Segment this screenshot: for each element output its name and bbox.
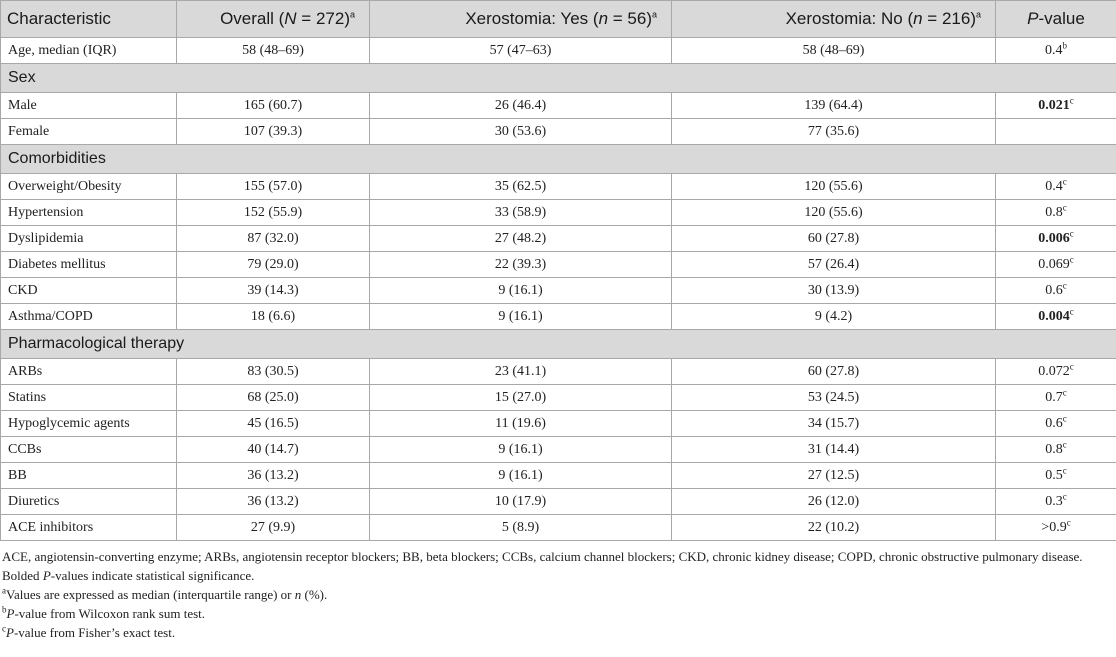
cell-overall: 36 (13.2) bbox=[177, 489, 370, 515]
p-value-text: 0.4 bbox=[1045, 178, 1063, 194]
footnote-bolded-rest: -values indicate statistical significance. bbox=[50, 568, 255, 583]
cell-p-value bbox=[996, 38, 1116, 64]
p-value-sup: c bbox=[1066, 516, 1071, 527]
table-row bbox=[1, 359, 1116, 385]
footnote-b-p: P bbox=[6, 606, 15, 621]
footnote-a bbox=[2, 585, 1114, 604]
cell-no: 139 (64.4) bbox=[672, 93, 996, 119]
row-label: Female bbox=[1, 119, 177, 145]
p-value-text: >0.9 bbox=[1041, 519, 1067, 535]
cell-p-value bbox=[996, 437, 1116, 463]
cell-overall: 58 (48–69) bbox=[177, 38, 370, 64]
footnote-c-p: P bbox=[6, 625, 14, 640]
cell-yes: 10 (17.9) bbox=[370, 489, 672, 515]
p-value-sup: c bbox=[1069, 360, 1074, 371]
p-value-sup: c bbox=[1062, 279, 1067, 290]
cell-p-value bbox=[996, 489, 1116, 515]
p-value-text: 0.021 bbox=[1038, 97, 1070, 113]
p-value-text: 0.5 bbox=[1045, 467, 1063, 483]
cell-yes: 22 (39.3) bbox=[370, 252, 672, 278]
footnote-a-post: (%). bbox=[301, 587, 328, 602]
cell-yes: 35 (62.5) bbox=[370, 174, 672, 200]
row-label: ACE inhibitors bbox=[1, 515, 177, 541]
row-label: Hypertension bbox=[1, 200, 177, 226]
header-yes-sup: a bbox=[651, 9, 657, 20]
cell-p-value bbox=[996, 385, 1116, 411]
cell-yes: 33 (58.9) bbox=[370, 200, 672, 226]
section-header-row bbox=[1, 145, 1116, 174]
cell-no: 77 (35.6) bbox=[672, 119, 996, 145]
row-label: Age, median (IQR) bbox=[1, 38, 177, 64]
cell-p-value bbox=[996, 226, 1116, 252]
cell-no: 26 (12.0) bbox=[672, 489, 996, 515]
header-p-post: -value bbox=[1038, 9, 1085, 28]
header-no-sup: a bbox=[975, 9, 981, 20]
table-footnotes bbox=[0, 541, 1116, 642]
p-value-text: 0.8 bbox=[1045, 204, 1063, 220]
footnote-abbreviations: ACE, angiotensin-converting enzyme; ARBs, angiotensin receptor blockers; BB, beta blockers; CCBs, calcium channel blockers; CKD, chronic kidney disease; COPD, chronic obstructive pulmonary disease. bbox=[2, 549, 1083, 564]
cell-no: 57 (26.4) bbox=[672, 252, 996, 278]
header-overall-pre: Overall ( bbox=[220, 9, 285, 28]
footnote-a-sup: a bbox=[2, 585, 6, 596]
cell-p-value bbox=[996, 304, 1116, 330]
p-value-sup: c bbox=[1062, 201, 1067, 212]
header-no-post: = 216) bbox=[922, 9, 976, 28]
section-title: Comorbidities bbox=[1, 145, 1116, 174]
header-yes-var: n bbox=[598, 9, 609, 28]
footnote-c-text: -value from Fisher’s exact test. bbox=[13, 625, 176, 640]
table-row bbox=[1, 278, 1116, 304]
table-row bbox=[1, 489, 1116, 515]
cell-yes: 30 (53.6) bbox=[370, 119, 672, 145]
header-p-var: P bbox=[1027, 9, 1039, 28]
table-row bbox=[1, 252, 1116, 278]
cell-overall: 83 (30.5) bbox=[177, 359, 370, 385]
p-value-text: 0.8 bbox=[1045, 441, 1063, 457]
table-row bbox=[1, 304, 1116, 330]
cell-no: 60 (27.8) bbox=[672, 226, 996, 252]
cell-yes: 9 (16.1) bbox=[370, 304, 672, 330]
row-label: Hypoglycemic agents bbox=[1, 411, 177, 437]
cell-p-value bbox=[996, 252, 1116, 278]
cell-overall: 45 (16.5) bbox=[177, 411, 370, 437]
footnote-b-sup: b bbox=[2, 604, 7, 615]
p-value-sup: c bbox=[1062, 412, 1067, 423]
table-row bbox=[1, 437, 1116, 463]
cell-yes: 5 (8.9) bbox=[370, 515, 672, 541]
p-value-sup: c bbox=[1069, 94, 1074, 105]
cell-no: 30 (13.9) bbox=[672, 278, 996, 304]
p-value-text: 0.6 bbox=[1045, 415, 1063, 431]
cell-p-value bbox=[996, 119, 1116, 145]
cell-overall: 155 (57.0) bbox=[177, 174, 370, 200]
table-row bbox=[1, 93, 1116, 119]
cell-overall: 36 (13.2) bbox=[177, 463, 370, 489]
cell-yes: 9 (16.1) bbox=[370, 463, 672, 489]
header-xerostomia-no bbox=[672, 1, 996, 38]
cell-p-value bbox=[996, 359, 1116, 385]
cell-p-value bbox=[996, 278, 1116, 304]
p-value-text: 0.3 bbox=[1045, 493, 1063, 509]
cell-p-value bbox=[996, 463, 1116, 489]
cell-p-value bbox=[996, 93, 1116, 119]
section-title: Pharmacological therapy bbox=[1, 330, 1116, 359]
footnote-c-sup: c bbox=[2, 623, 6, 634]
table-header-row bbox=[1, 1, 1116, 38]
p-value-text: 0.069 bbox=[1038, 256, 1070, 272]
cell-yes: 15 (27.0) bbox=[370, 385, 672, 411]
header-no-var: n bbox=[913, 9, 923, 28]
header-p-value bbox=[996, 1, 1116, 38]
row-label: Male bbox=[1, 93, 177, 119]
cell-no: 9 (4.2) bbox=[672, 304, 996, 330]
footnote-b bbox=[2, 604, 1114, 623]
table-row bbox=[1, 226, 1116, 252]
cell-overall: 39 (14.3) bbox=[177, 278, 370, 304]
cell-overall: 68 (25.0) bbox=[177, 385, 370, 411]
p-value-text: 0.7 bbox=[1045, 389, 1063, 405]
cell-overall: 152 (55.9) bbox=[177, 200, 370, 226]
cell-no: 120 (55.6) bbox=[672, 174, 996, 200]
header-overall-var: N bbox=[284, 9, 297, 28]
header-overall-sup: a bbox=[349, 9, 355, 20]
cell-no: 27 (12.5) bbox=[672, 463, 996, 489]
header-xerostomia-yes bbox=[370, 1, 672, 38]
row-label: Diuretics bbox=[1, 489, 177, 515]
cell-overall: 107 (39.3) bbox=[177, 119, 370, 145]
row-label: Statins bbox=[1, 385, 177, 411]
cell-overall: 87 (32.0) bbox=[177, 226, 370, 252]
cell-no: 60 (27.8) bbox=[672, 359, 996, 385]
table-row bbox=[1, 463, 1116, 489]
table-row bbox=[1, 515, 1116, 541]
header-no-pre: Xerostomia: No ( bbox=[785, 9, 914, 28]
table-row bbox=[1, 200, 1116, 226]
p-value-sup: c bbox=[1069, 253, 1074, 264]
footnote-bolded-p: P bbox=[42, 568, 51, 583]
row-label: Diabetes mellitus bbox=[1, 252, 177, 278]
footnote-b-text: -value from Wilcoxon rank sum test. bbox=[14, 606, 206, 621]
cell-no: 120 (55.6) bbox=[672, 200, 996, 226]
cell-no: 34 (15.7) bbox=[672, 411, 996, 437]
p-value-sup: c bbox=[1062, 438, 1067, 449]
cell-overall: 79 (29.0) bbox=[177, 252, 370, 278]
p-value-text: 0.072 bbox=[1038, 363, 1070, 379]
p-value-sup: b bbox=[1062, 39, 1067, 50]
cell-p-value bbox=[996, 411, 1116, 437]
table-row bbox=[1, 411, 1116, 437]
row-label: BB bbox=[1, 463, 177, 489]
footnote-bolded-pre: Bolded bbox=[2, 568, 43, 583]
p-value-sup: c bbox=[1069, 227, 1074, 238]
cell-overall: 165 (60.7) bbox=[177, 93, 370, 119]
header-yes-post: = 56) bbox=[608, 9, 652, 28]
table-row bbox=[1, 38, 1116, 64]
section-title: Sex bbox=[1, 64, 1116, 93]
row-label: Dyslipidemia bbox=[1, 226, 177, 252]
header-overall-post: = 272) bbox=[296, 9, 350, 28]
table-row bbox=[1, 174, 1116, 200]
row-label: CKD bbox=[1, 278, 177, 304]
row-label: Overweight/Obesity bbox=[1, 174, 177, 200]
cell-overall: 18 (6.6) bbox=[177, 304, 370, 330]
cell-overall: 27 (9.9) bbox=[177, 515, 370, 541]
cell-yes: 26 (46.4) bbox=[370, 93, 672, 119]
footnote-bolded bbox=[2, 566, 1114, 585]
p-value-text: 0.004 bbox=[1038, 308, 1070, 324]
table-row bbox=[1, 119, 1116, 145]
cell-yes: 9 (16.1) bbox=[370, 437, 672, 463]
p-value-text: 0.6 bbox=[1045, 282, 1063, 298]
cell-p-value bbox=[996, 174, 1116, 200]
p-value-sup: c bbox=[1062, 490, 1067, 501]
cell-no: 22 (10.2) bbox=[672, 515, 996, 541]
row-label: Asthma/COPD bbox=[1, 304, 177, 330]
row-label: ARBs bbox=[1, 359, 177, 385]
header-characteristic bbox=[1, 1, 177, 38]
section-header-row bbox=[1, 64, 1116, 93]
footnote-a-var: n bbox=[294, 587, 302, 602]
section-header-row bbox=[1, 330, 1116, 359]
row-label: CCBs bbox=[1, 437, 177, 463]
cell-no: 31 (14.4) bbox=[672, 437, 996, 463]
p-value-sup: c bbox=[1062, 386, 1067, 397]
p-value-text: 0.4 bbox=[1045, 42, 1063, 58]
cell-yes: 27 (48.2) bbox=[370, 226, 672, 252]
cell-yes: 57 (47–63) bbox=[370, 38, 672, 64]
footnote-a-pre: Values are expressed as median (interquartile range) or bbox=[6, 587, 295, 602]
cell-p-value bbox=[996, 515, 1116, 541]
cell-yes: 11 (19.6) bbox=[370, 411, 672, 437]
p-value-sup: c bbox=[1062, 175, 1067, 186]
cell-yes: 9 (16.1) bbox=[370, 278, 672, 304]
cell-no: 53 (24.5) bbox=[672, 385, 996, 411]
table-row bbox=[1, 385, 1116, 411]
p-value-sup: c bbox=[1062, 464, 1067, 475]
p-value-sup: c bbox=[1069, 305, 1074, 316]
header-characteristic-text: Characteristic bbox=[7, 9, 111, 28]
p-value-text: 0.006 bbox=[1038, 230, 1070, 246]
cell-no: 58 (48–69) bbox=[672, 38, 996, 64]
cell-overall: 40 (14.7) bbox=[177, 437, 370, 463]
header-overall bbox=[177, 1, 370, 38]
cell-yes: 23 (41.1) bbox=[370, 359, 672, 385]
table-body bbox=[1, 38, 1116, 541]
header-yes-pre: Xerostomia: Yes ( bbox=[465, 9, 599, 28]
cell-p-value bbox=[996, 200, 1116, 226]
footnote-c bbox=[2, 623, 1114, 642]
